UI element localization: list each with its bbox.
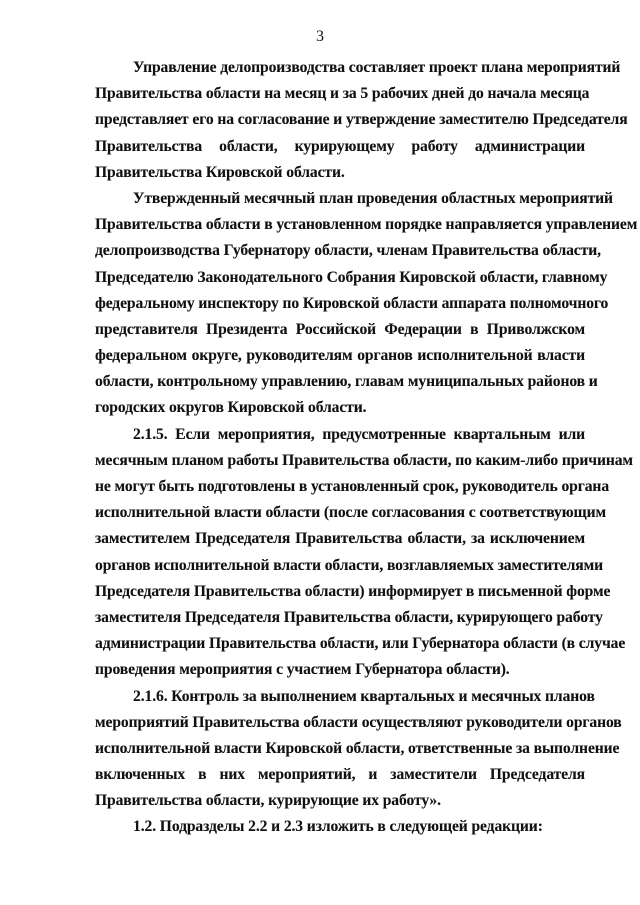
text-line: области, контрольному управлению, главам муниципальных районов и bbox=[95, 373, 598, 391]
text-line: мероприятий Правительства области осуществляют руководители органов bbox=[95, 713, 622, 731]
text-line: федеральному инспектору по Кировской области аппарата полномочного bbox=[95, 294, 609, 312]
text-line: городских округов Кировской области. bbox=[95, 399, 367, 417]
text-line: Управление делопроизводства составляет проект плана мероприятий bbox=[133, 59, 621, 76]
text-line: администрации Правительства области, или Губернатора области (в случае bbox=[95, 635, 626, 653]
text-line: не могут быть подготовлены в установленный срок, руководитель органа bbox=[95, 478, 610, 495]
text-line: 2.1.6. Контроль за выполнением квартальных и месячных планов bbox=[133, 687, 595, 705]
text-line: органов исполнительной власти области, возглавляемых заместителями bbox=[95, 556, 604, 574]
text-line: Правительства области в установленном порядке направляется управлением bbox=[95, 216, 638, 234]
text-line: делопроизводства Губернатору области, членам Правительства области, bbox=[95, 242, 601, 260]
text-line: заместителя Председателя Правительства области, курирующего работу bbox=[95, 608, 603, 626]
text-line: месячным планом работы Правительства области, по каким-либо причинам bbox=[95, 451, 633, 469]
text-line: федеральном округе, руководителям органов исполнительной власти bbox=[95, 347, 585, 365]
paragraph bbox=[95, 55, 628, 186]
text-line: исполнительной власти Кировской области, ответственные за выполнение bbox=[95, 739, 620, 757]
paragraph bbox=[95, 422, 633, 684]
text-line: Правительства Кировской области. bbox=[95, 163, 345, 181]
text-line: представляет его на согласование и утверждение заместителю Председателя bbox=[95, 111, 628, 129]
text-line: исполнительной власти области (после согласования с соответствующим bbox=[95, 504, 606, 522]
text-line: Правительства области на месяц и за 5 рабочих дней до начала месяца bbox=[95, 85, 590, 103]
text-line: 2.1.5. Если мероприятия, предусмотренные квартальным или bbox=[133, 425, 585, 443]
text-line: 1.2. Подразделы 2.2 и 2.3 изложить в следующей редакции: bbox=[133, 818, 543, 836]
paragraph bbox=[95, 684, 622, 815]
text-line: представителя Президента Российской Федерации в Приволжском bbox=[95, 320, 585, 338]
document-body bbox=[95, 55, 638, 841]
text-line: проведения мероприятия с участием Губернатора области). bbox=[95, 661, 510, 679]
paragraph bbox=[95, 186, 638, 422]
page-number: 3 bbox=[316, 28, 324, 45]
text-line: Утвержденный месячный план проведения областных мероприятий bbox=[133, 189, 613, 207]
text-line: Правительства области, курирующие их работу». bbox=[95, 792, 441, 810]
text-line: заместителем Председателя Правительства области, за исключением bbox=[95, 530, 585, 548]
text-line: Председателю Законодательного Собрания Кировской области, главному bbox=[95, 268, 608, 286]
paragraph bbox=[95, 814, 585, 840]
text-line: включенных в них мероприятий, и заместители Председателя bbox=[95, 766, 585, 784]
text-line: Правительства области, курирующему работу администрации bbox=[95, 137, 585, 155]
text-line: Председателя Правительства области) информирует в письменной форме bbox=[95, 582, 611, 600]
